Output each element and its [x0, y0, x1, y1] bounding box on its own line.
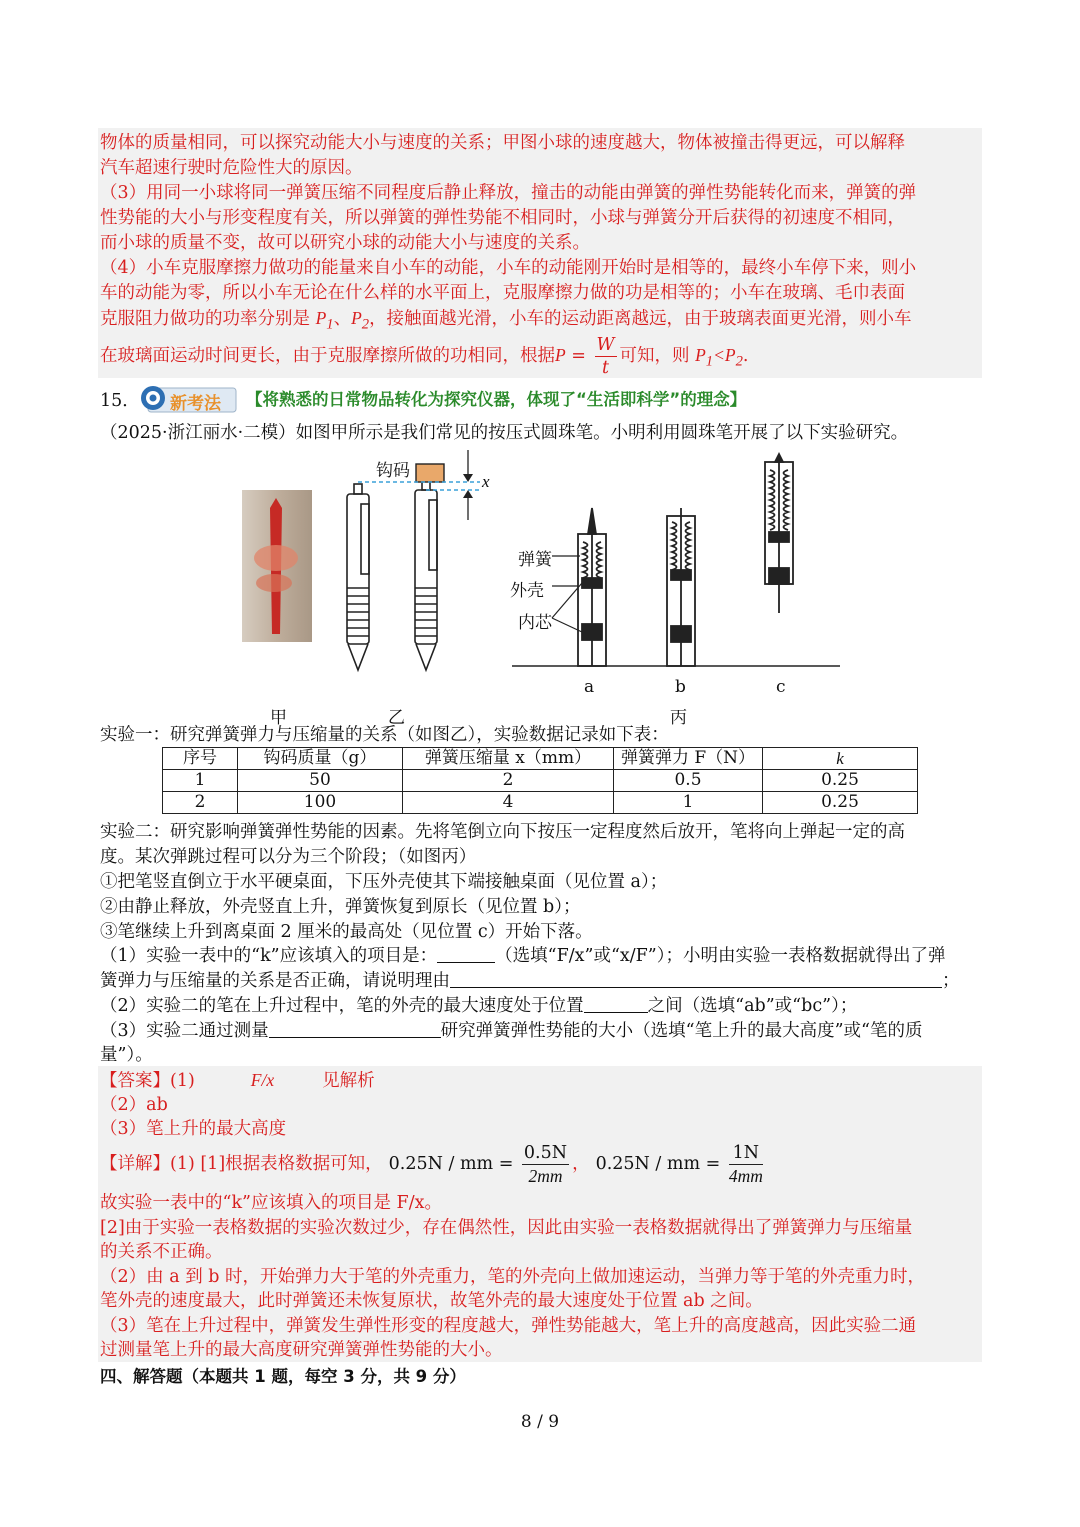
answer-text-part: 可知，则	[619, 346, 696, 366]
detail-text: 笔外壳的速度最大，此时弹簧还未恢复原状，故笔外壳的最大速度处于位置 ab 之间。	[100, 1291, 763, 1311]
label-core: 内芯	[518, 613, 552, 633]
answer-text: （3）用同一小球将同一弹簧压缩不同程度后静止释放，撞击的动能由弹簧的弹性势能转化而来，弹簧的弹	[100, 183, 917, 203]
detail-text: 的关系不正确。	[100, 1242, 223, 1262]
fraction-denominator: 4mm	[728, 1166, 763, 1186]
answer-blank[interactable]	[584, 994, 648, 1013]
question-3	[100, 1019, 922, 1044]
question-text: 之间（选填“ab”或“bc”）；	[647, 996, 858, 1016]
table-header: 弹簧弹力 F（N）	[614, 748, 763, 770]
detail-label: 【详解】	[100, 1154, 170, 1174]
exp2-text: 实验二：研究影响弹簧弹性势能的因素。先将笔倒立向下按压一定程度然后放开，笔将向上弹起一定的高	[100, 822, 905, 842]
fraction-denominator: 2mm	[528, 1166, 563, 1186]
detail-line-1	[100, 1141, 766, 1187]
table-cell: 1	[614, 792, 763, 814]
equation-left: 0.25N / mm =	[388, 1154, 519, 1174]
question-intro: （2025·浙江丽水·二模）如图甲所示是我们常见的按压式圆珠笔。小明利用圆珠笔开展了以下实验研究。	[100, 423, 909, 443]
answer-value: F/x	[250, 1070, 275, 1090]
answer-line-3: （3）笔上升的最大高度	[100, 1119, 287, 1139]
table-header: 弹簧压缩量 x（mm）	[403, 748, 614, 770]
answer-blank[interactable]	[450, 969, 942, 988]
label-x: x	[482, 472, 490, 491]
answer-text	[100, 334, 982, 382]
table-header: 钩码质量（g）	[238, 748, 403, 770]
symbol-sub: 1	[705, 353, 714, 370]
less-than: <	[713, 345, 725, 365]
label-b: b	[675, 677, 686, 697]
symbol-sub: 2	[361, 316, 370, 333]
detail-text: （3）笔在上升过程中，弹簧发生弹性形变的程度越大，弹性势能越大，笔上升的高度越高，因此实验二通	[100, 1316, 917, 1336]
label-weight: 钩码	[376, 461, 410, 481]
answer-text: 车的动能为零，所以小车无论在什么样的水平面上，克服摩擦力做的功是相等的；小车在玻璃、毛巾表面	[100, 283, 905, 303]
question-text: （选填“F/x”或“x/F”）；小明由实验一表格数据就得出了弹	[495, 946, 946, 966]
answer-text: 物体的质量相同，可以探究动能大小与速度的关系；甲图小球的速度越大，物体被撞击得更远，可以解释	[100, 133, 905, 153]
symbol-p1: P	[315, 308, 327, 328]
fraction-denominator: t	[601, 358, 610, 378]
new-exam-badge	[140, 384, 238, 414]
answer-blank[interactable]	[437, 944, 495, 963]
symbol-sub: 1	[326, 316, 334, 333]
detail-text: 过测量笔上升的最大高度研究弹簧弹性势能的大小。	[100, 1340, 503, 1360]
label-yi: 乙	[388, 708, 405, 728]
weight-block	[416, 464, 444, 482]
answer-text: 而小球的质量不变，故可以研究小球的动能大小与速度的关系。	[100, 233, 590, 253]
label-spring: 弹簧	[518, 550, 552, 570]
question-2	[100, 994, 857, 1019]
table-cell: 1	[163, 770, 238, 792]
symbol-p2: P	[351, 308, 362, 328]
table-header: k	[763, 748, 918, 770]
label-shell: 外壳	[510, 581, 544, 601]
pen-position-a	[578, 508, 606, 666]
pen-position-b	[667, 508, 695, 666]
detail-text: （2）由 a 到 b 时，开始弹力大于笔的外壳重力，笔的外壳向上做加速运动，当弹力等于笔的外壳重力时，	[100, 1267, 926, 1287]
answer-text: （4）小车克服摩擦力做功的能量来自小车的动能，小车的动能刚开始时是相等的，最终小车停下来，则小	[100, 258, 917, 278]
question-text: （2）实验二的笔在上升过程中，笔的外壳的最大速度处于位置	[100, 996, 584, 1016]
badge-label: 新考法	[170, 394, 221, 414]
question-text: 研究弹簧弹性势能的大小（选填“笔上升的最大高度”或“笔的质	[440, 1021, 923, 1041]
exp2-step: ③笔继续上升到离桌面 2 厘米的最高处（见位置 c）开始下落。	[100, 922, 593, 942]
page-number: 8 / 9	[520, 1412, 560, 1432]
fraction-numerator: 0.5N	[523, 1143, 568, 1163]
answer-value: 见解析	[322, 1071, 375, 1091]
table-row	[163, 770, 918, 792]
fraction-numerator: 1N	[729, 1142, 763, 1165]
table-cell: 2	[163, 792, 238, 814]
answer-text: 汽车超速行驶时危险性大的原因。	[100, 158, 363, 178]
label-a: a	[584, 677, 595, 697]
table-cell: 0.25	[763, 792, 918, 814]
period: .	[742, 346, 749, 366]
question-1	[100, 944, 946, 969]
pen-drawing-2	[415, 480, 437, 670]
detail-text: [2]由于实验一表格数据的实验次数过少，存在偶然性，因此由实验一表格数据就得出了弹簧弹力与压缩量	[100, 1218, 913, 1238]
answer-text	[100, 306, 982, 337]
table-cell: 2	[403, 770, 614, 792]
label-jia: 甲	[270, 708, 287, 728]
label-c: c	[776, 677, 786, 697]
formula-p: P	[555, 345, 566, 365]
answer-line-2: （2）ab	[100, 1095, 168, 1115]
question-1b	[100, 969, 960, 994]
answer-blank[interactable]	[269, 1019, 441, 1038]
symbol-p1: P	[695, 345, 706, 365]
answer-number: (1)	[170, 1071, 195, 1091]
table-cell: 4	[403, 792, 614, 814]
table-cell: 0.5	[614, 770, 763, 792]
detail-text: 故实验一表中的“k”应该填入的项目是 F/x。	[100, 1193, 442, 1213]
table-cell: 0.25	[763, 770, 918, 792]
formula-eq: =	[565, 346, 592, 366]
fraction-numerator: W	[596, 335, 615, 355]
symbol-sub: 2	[735, 353, 743, 370]
table-cell: 100	[238, 792, 403, 814]
table-header: 序号	[163, 748, 238, 770]
question-number: 15．	[100, 391, 140, 411]
separator: 、	[333, 309, 352, 329]
answer-line-1	[100, 1068, 375, 1094]
equation-left: 0.25N / mm =	[595, 1154, 726, 1174]
answer-text: 性势能的大小与形变程度有关，所以弹簧的弹性势能不相同时，小球与弹簧分开后获得的初速度不相同，	[100, 208, 905, 228]
label-bing: 丙	[670, 708, 687, 728]
answer-label: 【答案】	[100, 1071, 170, 1091]
pen-drawing-1	[347, 484, 369, 670]
question-text: 簧弹力与压缩量的关系是否正确，请说明理由	[100, 971, 450, 991]
data-table	[162, 747, 918, 814]
table-cell: 50	[238, 770, 403, 792]
comma: ，	[572, 1154, 590, 1174]
detail-text: (1) [1]根据表格数据可知，	[170, 1154, 383, 1174]
exp2-step: ①把笔竖直倒立于水平硬桌面，下压外壳使其下端接触桌面（见位置 a）；	[100, 872, 668, 892]
pen-position-c	[765, 454, 793, 613]
answer-text-part: ，接触面越光滑，小车的运动距离越远，由于玻璃表面更光滑，则小车	[369, 309, 912, 329]
exp2-text: 度。某次弹跳过程可以分为三个阶段；（如图丙）	[100, 847, 477, 867]
exp1-title: 实验一：研究弹簧弹力与压缩量的关系（如图乙），实验数据记录如下表：	[100, 725, 669, 745]
question-text: （1）实验一表中的“k”应该填入的项目是：	[100, 946, 438, 966]
answer-text-part: 克服阻力做功的功率分别是	[100, 309, 316, 329]
answer-text-part: 在玻璃面运动时间更长，由于克服摩擦所做的功相同，根据	[100, 346, 555, 366]
question-3-end: 量”）。	[100, 1045, 153, 1065]
question-text: ；	[942, 971, 960, 991]
exp2-step: ②由静止释放，外壳竖直上升，弹簧恢复到原长（见位置 b）；	[100, 897, 581, 917]
question-text: （3）实验二通过测量	[100, 1021, 269, 1041]
symbol-p2: P	[724, 345, 736, 365]
section-heading: 四、解答题（本题共 1 题，每空 3 分，共 9 分）	[100, 1367, 466, 1386]
table-row	[163, 792, 918, 814]
question-banner: 【将熟悉的日常物品转化为探究仪器，体现了“生活即科学”的理念】	[246, 390, 747, 409]
table-header-row	[163, 748, 918, 770]
